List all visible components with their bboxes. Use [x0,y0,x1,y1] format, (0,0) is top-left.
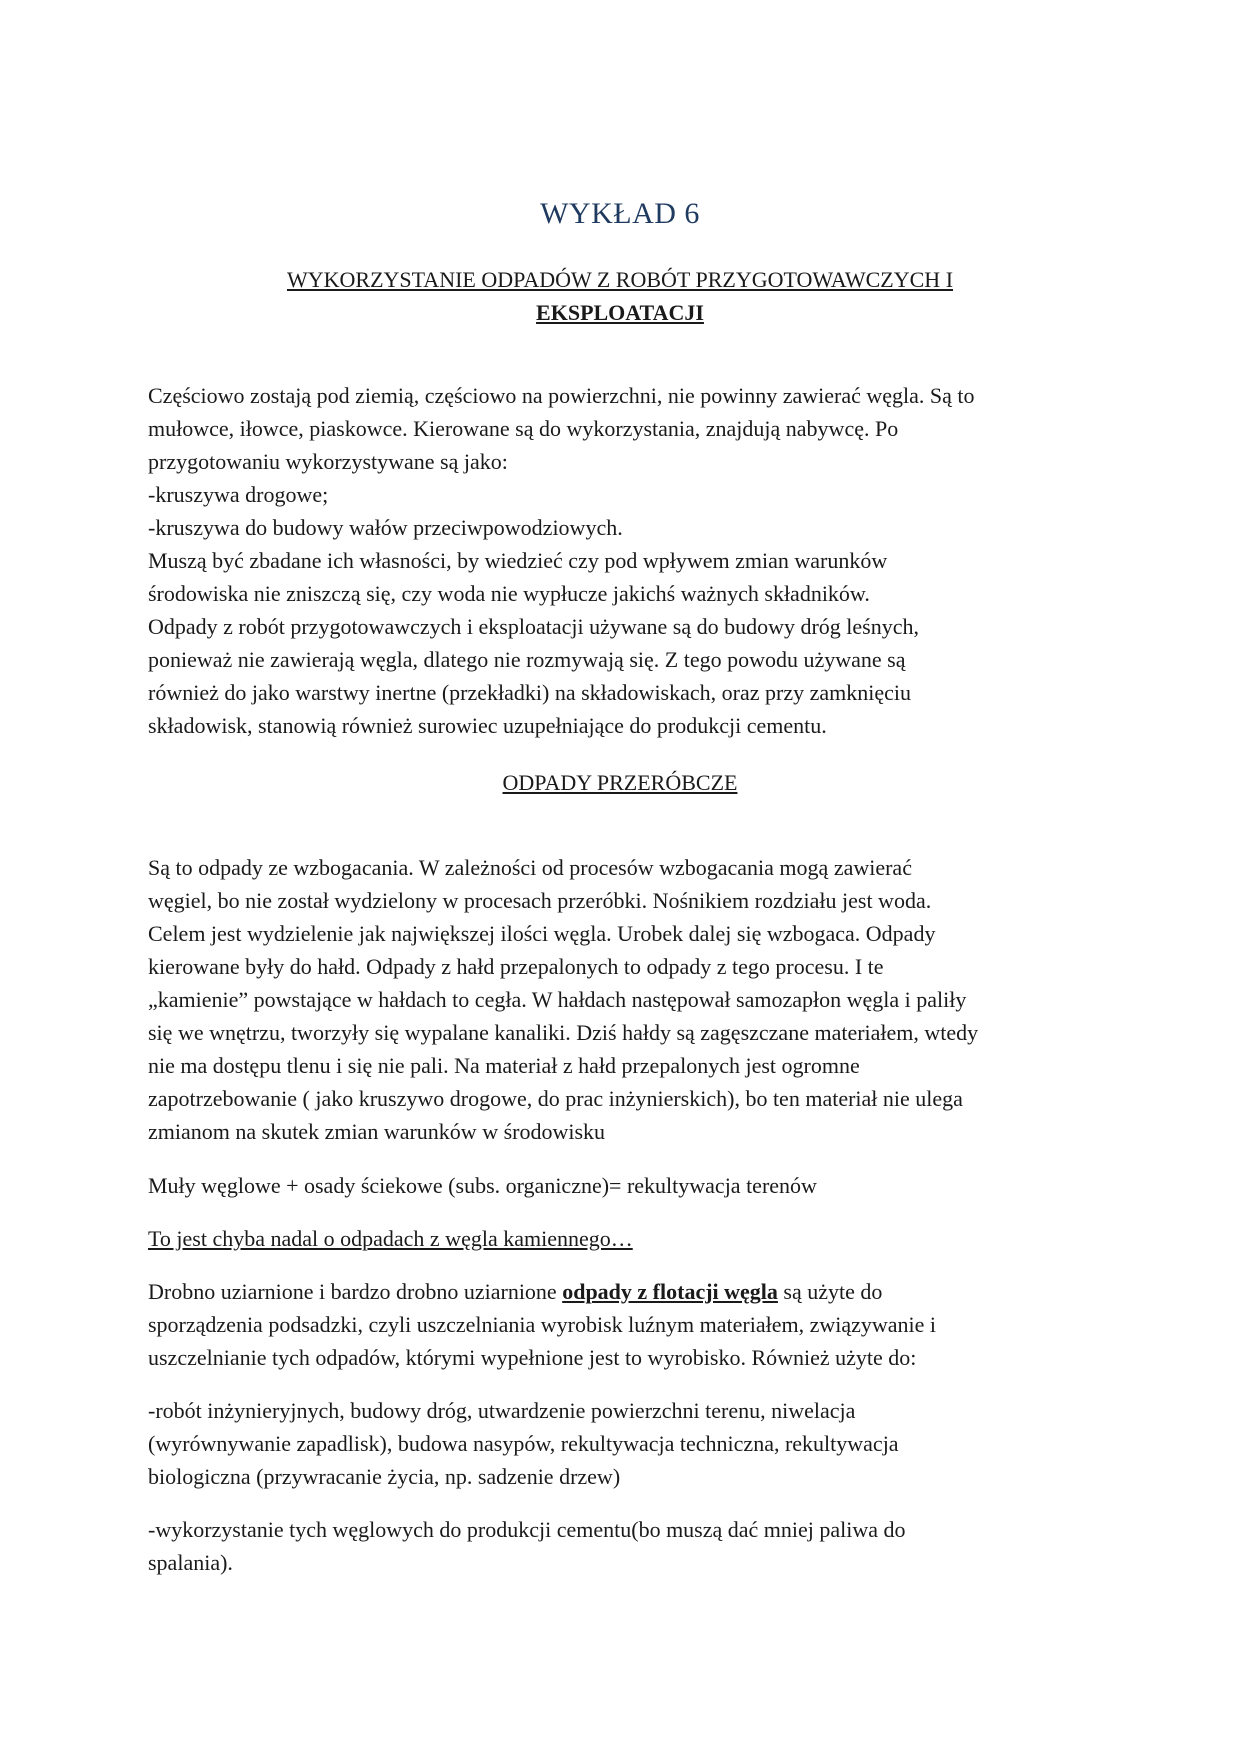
text-line: środowiska nie zniszczą się, czy woda nie wypłucze jakichś ważnych składników. [148,581,870,606]
text-line: również do jako warstwy inertne (przekładki) na składowiskach, oraz przy zamknięciu [148,680,911,705]
text-line: składowisk, stanowią również surowiec uzupełniające do produkcji cementu. [148,713,827,738]
text-line: -kruszywa do budowy wałów przeciwpowodziowych. [148,515,623,540]
uses-list-2 [148,1513,1098,1579]
text-line [148,1275,1098,1308]
text-line: się we wnętrzu, tworzyły się wypalane kanaliki. Dziś hałdy są zagęszczane materiałem, wtedy [148,1020,979,1045]
text-line: nie ma dostępu tlenu i się nie pali. Na materiał z hałd przepalonych jest ogromne [148,1053,860,1078]
text-line: zapotrzebowanie ( jako kruszywo drogowe, do prac inżynierskich), bo ten materiał nie ulega [148,1086,963,1111]
text-line: kierowane były do hałd. Odpady z hałd przepalonych to odpady z tego procesu. I te [148,954,884,979]
text-line: sporządzenia podsadzki, czyli uszczelniania wyrobisk luźnym materiałem, związywanie i [148,1312,937,1337]
section1-heading-line1: WYKORZYSTANIE ODPADÓW Z ROBÓT PRZYGOTOWAWCZYCH I [286,267,954,292]
flotation-intro-end: są użyte do [777,1279,883,1304]
flotation-paragraph [148,1275,1098,1374]
uses-list-1 [148,1394,1098,1493]
page-title: WYKŁAD 6 [540,197,700,230]
text-line: Celem jest wydzielenie jak największej ilości węgla. Urobek dalej się wzbogaca. Odpady [148,921,936,946]
section2-heading [148,766,1092,799]
text-line: -kruszywa drogowe; [148,482,329,507]
text-line: uszczelnianie tych odpadów, którymi wypełnione jest to wyrobisko. Również użyte do: [148,1345,917,1370]
text-line: przygotowaniu wykorzystywane są jako: [148,449,508,474]
text-line: „kamienie” powstające w hałdach to cegła. W hałdach następował samozapłon węgla i paliły [148,987,967,1012]
flotation-keyword: odpady z flotacji węgla [562,1279,778,1304]
note-text: To jest chyba nadal o odpadach z węgla kamiennego… [148,1226,633,1251]
text-line: ponieważ nie zawierają węgla, dlatego nie rozmywają się. Z tego powodu używane są [148,647,906,672]
note-line [148,1222,1098,1255]
flotation-intro: Drobno uziarnione i bardzo drobno uziarnione [148,1279,563,1304]
text-line: Częściowo zostają pod ziemią, częściowo na powierzchni, nie powinny zawierać węgla. Są to [148,383,975,408]
section2-paragraph [148,851,1098,1148]
text-line: biologiczna (przywracanie życia, np. sadzenie drzew) [148,1464,621,1489]
text-line: (wyrównywanie zapadlisk), budowa nasypów, rekultywacja techniczna, rekultywacja [148,1431,899,1456]
text-line: mułowce, iłowce, piaskowce. Kierowane są do wykorzystania, znajdują nabywcę. Po [148,416,899,441]
section1-paragraph [148,379,1098,742]
text-line: Odpady z robót przygotowawczych i eksploatacji używane są do budowy dróg leśnych, [148,614,919,639]
text-line: -robót inżynieryjnych, budowy dróg, utwardzenie powierzchni terenu, niwelacja [148,1398,856,1423]
formula-line [148,1169,1098,1202]
text-line: zmianom na skutek zmian warunków w środowisku [148,1119,606,1144]
section2-heading-text: ODPADY PRZERÓBCZE [502,770,738,795]
text-line: Muszą być zbadane ich własności, by wiedzieć czy pod wpływem zmian warunków [148,548,888,573]
text-line: węgiel, bo nie został wydzielony w procesach przeróbki. Nośnikiem rozdziału jest woda. [148,888,932,913]
text-line: spalania). [148,1550,233,1575]
formula-text: Muły węglowe + osady ściekowe (subs. organiczne)= rekultywacja terenów [148,1173,817,1198]
text-line: -wykorzystanie tych węglowych do produkcji cementu(bo muszą dać mniej paliwa do [148,1517,906,1542]
section1-heading-line2: EKSPLOATACJI [536,300,704,325]
text-line: Są to odpady ze wzbogacania. W zależności od procesów wzbogacania mogą zawierać [148,855,912,880]
section1-heading [148,263,1092,329]
